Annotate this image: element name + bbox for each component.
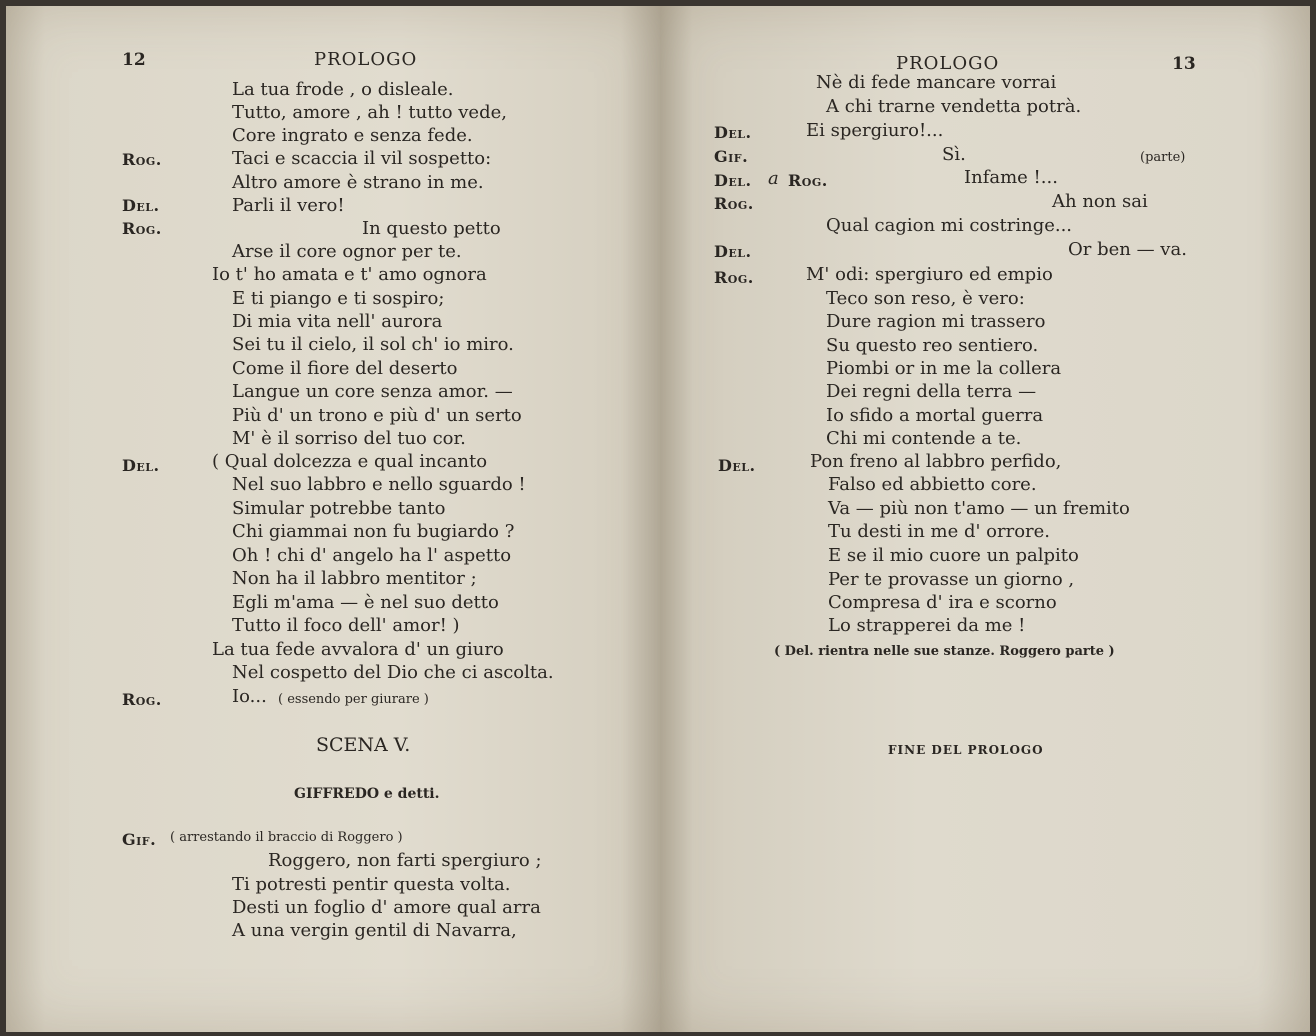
verse-line: E se il mio cuore un palpito bbox=[828, 545, 1079, 566]
stage-direction: (parte) bbox=[1140, 150, 1186, 165]
verse-line: La tua frode , o disleale. bbox=[232, 79, 454, 100]
speaker-label: Del. bbox=[714, 242, 752, 261]
verse-line: Parli il vero! bbox=[232, 195, 345, 216]
verse-line: M' odi: spergiuro ed empio bbox=[806, 264, 1053, 285]
verse-line: E ti piango e ti sospiro; bbox=[232, 288, 445, 309]
verse-line: Nel cospetto del Dio che ci ascolta. bbox=[232, 662, 554, 683]
verse-line: Or ben — va. bbox=[1068, 239, 1187, 260]
verse-line: Oh ! chi d' angelo ha l' aspetto bbox=[232, 545, 512, 566]
speaker-label: Rog. bbox=[788, 171, 828, 190]
verse-line: Nel suo labbro e nello sguardo ! bbox=[232, 474, 526, 495]
verse-line: Dei regni della terra — bbox=[826, 381, 1037, 402]
running-header: PROLOGO bbox=[896, 53, 1000, 74]
speaker-label: Rog. bbox=[122, 690, 162, 709]
verse-line: Teco son reso, è vero: bbox=[826, 288, 1025, 309]
verse-line: Desti un foglio d' amore qual arra bbox=[232, 897, 541, 918]
running-header: PROLOGO bbox=[314, 49, 418, 70]
verse-line: A chi trarne vendetta potrà. bbox=[826, 96, 1082, 117]
verse-line: Per te provasse un giorno , bbox=[828, 569, 1075, 590]
verse-line: Va — più non t'amo — un fremito bbox=[828, 498, 1130, 519]
verse-line: Compresa d' ira e scorno bbox=[828, 592, 1057, 613]
verse-line: Altro amore è strano in me. bbox=[232, 172, 484, 193]
verse-line: A una vergin gentil di Navarra, bbox=[232, 920, 517, 941]
verse-line: Di mia vita nell' aurora bbox=[232, 311, 443, 332]
verse-line: Chi giammai non fu bugiardo ? bbox=[232, 521, 515, 542]
verse-line: Infame !... bbox=[964, 167, 1058, 188]
verse-line: Nè di fede mancare vorrai bbox=[816, 72, 1057, 93]
speaker-label: Del. bbox=[122, 196, 160, 215]
verse-line: Falso ed abbietto core. bbox=[828, 474, 1037, 495]
stage-direction: ( essendo per giurare ) bbox=[278, 692, 429, 707]
verse-line: Ei spergiuro!... bbox=[806, 120, 944, 141]
right-page bbox=[660, 6, 1310, 1032]
verse-line: ( Qual dolcezza e qual incanto bbox=[212, 451, 488, 472]
verse-line: In questo petto bbox=[362, 218, 501, 239]
verse-line: Qual cagion mi costringe... bbox=[826, 215, 1073, 236]
verse-line: Io t' ho amata e t' amo ognora bbox=[212, 264, 487, 285]
speaker-label: Gif. bbox=[714, 147, 749, 166]
verse-line: Io sfido a mortal guerra bbox=[826, 405, 1044, 426]
speaker-label: Rog. bbox=[122, 150, 162, 169]
verse-line: Più d' un trono e più d' un serto bbox=[232, 405, 522, 426]
verse-line: Simular potrebbe tanto bbox=[232, 498, 446, 519]
aside-marker: a bbox=[768, 168, 779, 189]
page-number: 12 bbox=[122, 50, 146, 70]
verse-line: Egli m'ama — è nel suo detto bbox=[232, 592, 499, 613]
verse-line: Su questo reo sentiero. bbox=[826, 335, 1039, 356]
left-page bbox=[6, 6, 660, 1032]
stage-direction: ( Del. rientra nelle sue stanze. Roggero parte ) bbox=[774, 644, 1115, 659]
speaker-label: Del. bbox=[718, 456, 756, 475]
speaker-label: Gif. bbox=[122, 830, 157, 849]
scene-title: SCENA V. bbox=[316, 734, 411, 756]
speaker-label: Del. bbox=[122, 456, 160, 475]
verse-line: Taci e scaccia il vil sospetto: bbox=[232, 148, 492, 169]
verse-line: Ti potresti pentir questa volta. bbox=[232, 874, 511, 895]
verse-line: Roggero, non farti spergiuro ; bbox=[268, 850, 542, 871]
speaker-label: Rog. bbox=[714, 268, 754, 287]
speaker-label: Del. bbox=[714, 171, 752, 190]
verse-line: Piombi or in me la collera bbox=[826, 358, 1062, 379]
speaker-label: Rog. bbox=[714, 194, 754, 213]
verse-line: Come il fiore del deserto bbox=[232, 358, 458, 379]
scene-characters: GIFFREDO e detti. bbox=[294, 786, 440, 802]
verse-line: Lo strapperei da me ! bbox=[828, 615, 1026, 636]
verse-line: Chi mi contende a te. bbox=[826, 428, 1022, 449]
verse-line: Tu desti in me d' orrore. bbox=[828, 521, 1051, 542]
verse-line: Arse il core ognor per te. bbox=[232, 241, 462, 262]
verse-line: Dure ragion mi trassero bbox=[826, 311, 1046, 332]
speaker-label: Del. bbox=[714, 123, 752, 142]
verse-line: Core ingrato e senza fede. bbox=[232, 125, 473, 146]
verse-line: Langue un core senza amor. — bbox=[232, 381, 513, 402]
page-number: 13 bbox=[1172, 54, 1196, 74]
verse-line: Io... bbox=[232, 686, 267, 707]
speaker-label: Rog. bbox=[122, 219, 162, 238]
verse-line: Ah non sai bbox=[1052, 191, 1148, 212]
stage-direction: ( arrestando il braccio di Roggero ) bbox=[170, 830, 403, 845]
verse-line: La tua fede avvalora d' un giuro bbox=[212, 639, 504, 660]
verse-line: Pon freno al labbro perfido, bbox=[810, 451, 1062, 472]
verse-line: Tutto il foco dell' amor! ) bbox=[232, 615, 460, 636]
verse-line: Sei tu il cielo, il sol ch' io miro. bbox=[232, 334, 514, 355]
end-of-prologue: FINE DEL PROLOGO bbox=[888, 743, 1044, 757]
verse-line: M' è il sorriso del tuo cor. bbox=[232, 428, 466, 449]
verse-line: Non ha il labbro mentitor ; bbox=[232, 568, 477, 589]
verse-line: Sì. bbox=[942, 144, 966, 165]
verse-line: Tutto, amore , ah ! tutto vede, bbox=[232, 102, 507, 123]
